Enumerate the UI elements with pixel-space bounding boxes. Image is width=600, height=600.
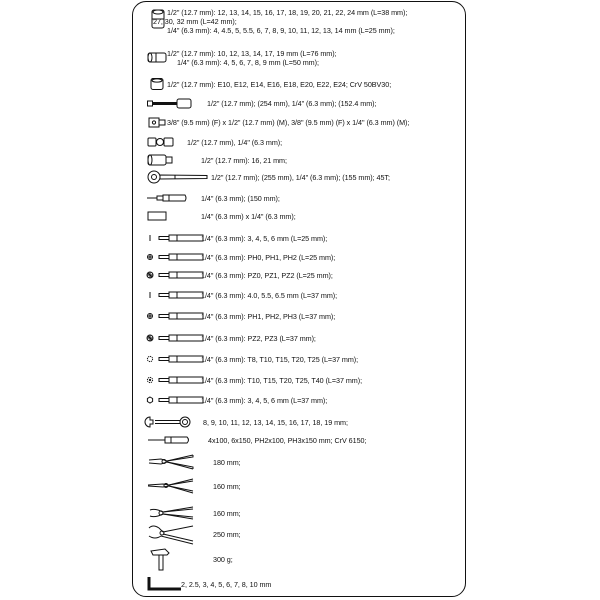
tool-spec-text: 1/2" (12.7 mm); (254 mm), 1/4" (6.3 mm); (152.4 mm);	[207, 98, 377, 108]
tool-item	[133, 576, 463, 592]
tool-spec-text: 1/2" (12.7 mm): 10, 12, 13, 14, 17, 19 mm (L=76 mm);	[167, 49, 337, 58]
tool-spec-text: 1/4" (6.3 mm): 4, 4.5, 5, 5.5, 6, 7, 8, 9, 10, 11, 12, 13, 14 mm (L=25 mm);	[167, 26, 395, 35]
phillips-long-bit-icon	[147, 310, 205, 326]
tool-item	[133, 251, 463, 263]
tool-spec-text: 1/4" (6.3 mm): 3, 4, 5, 6 mm (L=37 mm);	[201, 395, 328, 405]
tool-item	[133, 353, 463, 365]
tool-spec-text: 1/4" (6.3 mm): 4.0, 5.5, 6.5 mm (L=37 mm);	[201, 290, 338, 300]
tool-spec-text: 3/8" (9.5 mm) (F) x 1/2" (12.7 mm) (M), 3/8" (9.5 mm) (F) x 1/4" (6.3 mm) (M);	[167, 117, 410, 127]
pozidriv-long-bit-icon	[147, 332, 205, 348]
tool-spec-text: 1/2" (12.7 mm): E10, E12, E14, E16, E18, E20, E22, E24; CrV 50BV30;	[167, 79, 392, 89]
bit-adapter-icon	[147, 210, 167, 226]
tool-item	[133, 96, 463, 110]
tool-item	[133, 136, 463, 148]
tool-item	[133, 434, 463, 446]
tool-item	[133, 232, 463, 244]
tool-spec-text: 1/4" (6.3 mm): PH0, PH1, PH2 (L=25 mm);	[201, 252, 336, 262]
tool-spec-text: 1/4" (6.3 mm): PZ2, PZ3 (L=37 mm);	[201, 333, 316, 343]
tool-spec-text: 4x100, 6x150, PH2x100, PH3x150 mm; CrV 6150;	[208, 435, 367, 445]
deep-socket-icon	[147, 49, 169, 65]
tool-item	[133, 547, 463, 571]
ratchet-icon	[147, 170, 209, 186]
tool-spec-text: 27, 30, 32 mm (L=42 mm);	[153, 17, 237, 26]
adapter-icon	[147, 114, 169, 130]
tool-spec-text: 180 mm;	[213, 457, 241, 467]
torx-tamper-bit-icon	[147, 374, 205, 390]
tool-spec-text: 1/2" (12.7 mm): 16, 21 mm;	[201, 155, 287, 165]
tool-item	[133, 210, 463, 222]
pozidriv-bit-icon	[147, 269, 205, 285]
hex-bit-icon	[147, 394, 205, 410]
phillips-bit-icon	[147, 251, 205, 267]
tool-spec-text: 1/2" (12.7 mm), 1/4" (6.3 mm);	[187, 137, 283, 147]
water-pump-pliers-icon	[147, 522, 195, 538]
tool-spec-text: 1/4" (6.3 mm); (150 mm);	[201, 193, 280, 203]
tool-spec-text: 160 mm;	[213, 508, 241, 518]
tool-item	[133, 504, 463, 522]
torx-socket-icon	[147, 78, 169, 94]
tool-item	[133, 49, 463, 69]
screwdriver-icon	[147, 434, 191, 450]
tool-spec-text: 1/4" (6.3 mm) x 1/4" (6.3 mm);	[201, 211, 296, 221]
screwdriver-handle-icon	[147, 192, 187, 208]
slotted-long-bit-icon	[147, 289, 205, 305]
tool-spec-text: 1/2" (12.7 mm); (255 mm), 1/4" (6.3 mm); (155 mm); 45T;	[211, 172, 390, 182]
tool-item	[133, 154, 463, 166]
tool-item	[133, 8, 463, 35]
tool-item	[133, 415, 463, 429]
tool-spec-text: 1/4" (6.3 mm): PH1, PH2, PH3 (L=37 mm);	[201, 311, 336, 321]
tool-item	[133, 310, 463, 322]
tool-item	[133, 78, 463, 90]
torx-bit-icon	[147, 353, 205, 369]
tool-item	[133, 475, 463, 497]
tool-item	[133, 269, 463, 281]
tool-item	[133, 114, 463, 130]
tool-spec-text: 1/4" (6.3 mm): PZ0, PZ1, PZ2 (L=25 mm);	[201, 270, 333, 280]
tool-spec-text: 1/4" (6.3 mm): 4, 5, 6, 7, 8, 9 mm (L=50 mm);	[177, 58, 319, 67]
tool-spec-text: 1/2" (12.7 mm): 12, 13, 14, 15, 16, 17, 18, 19, 20, 21, 22, 24 mm (L=38 mm);	[167, 8, 408, 17]
tool-list-card	[132, 1, 466, 597]
spark-plug-socket-icon	[147, 154, 175, 170]
tool-spec-text: 250 mm;	[213, 529, 241, 539]
tool-spec-text: 2, 2.5, 3, 4, 5, 6, 7, 8, 10 mm	[181, 579, 272, 589]
slotted-bit-icon	[147, 232, 205, 248]
tool-spec-text: 8, 9, 10, 11, 12, 13, 14, 15, 16, 17, 18, 19 mm;	[203, 417, 348, 427]
combination-wrench-icon	[147, 415, 191, 431]
tool-item	[133, 394, 463, 406]
tool-item	[133, 451, 463, 473]
hex-key-icon	[147, 576, 183, 592]
tool-item	[133, 332, 463, 344]
tool-item	[133, 374, 463, 386]
tool-spec-text: 1/4" (6.3 mm): 3, 4, 5, 6 mm (L=25 mm);	[201, 233, 328, 243]
tool-item	[133, 170, 463, 184]
tool-spec-text: 300 g;	[213, 554, 233, 564]
extension-bar-icon	[147, 96, 193, 112]
tool-spec-text: 1/4" (6.3 mm): T8, T10, T15, T20, T25 (L=37 mm);	[201, 354, 359, 364]
universal-joint-icon	[147, 136, 175, 152]
hammer-icon	[147, 547, 175, 563]
tool-item	[133, 289, 463, 301]
tool-spec-text: 160 mm;	[213, 481, 241, 491]
long-nose-pliers-icon	[147, 475, 195, 491]
combination-pliers-icon	[147, 451, 195, 467]
tool-spec-text: 1/4" (6.3 mm): T10, T15, T20, T25, T40 (L=37 mm);	[201, 375, 363, 385]
tool-item	[133, 522, 463, 546]
diagonal-cutters-icon	[147, 504, 195, 520]
tool-item	[133, 192, 463, 204]
